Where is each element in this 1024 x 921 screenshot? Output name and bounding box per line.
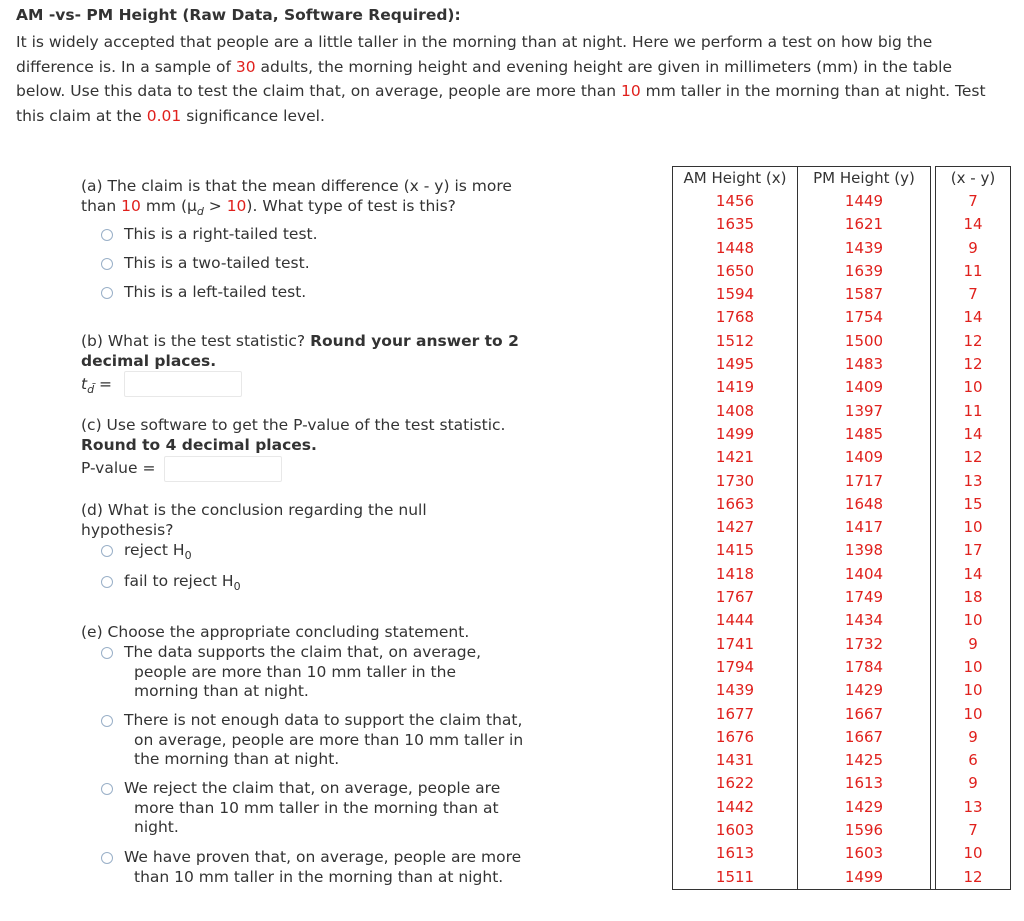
table-row — [673, 516, 1011, 539]
pm-height-cell: 1397 — [798, 400, 931, 423]
am-height-cell: 1427 — [673, 516, 798, 539]
question-a-text-4: ). What type of test is this? — [246, 196, 456, 215]
am-height-cell: 1622 — [673, 772, 798, 795]
am-height-cell: 1613 — [673, 842, 798, 865]
table-row — [673, 586, 1011, 609]
table-row — [673, 423, 1011, 446]
pm-height-cell: 1409 — [798, 446, 931, 469]
table-row — [673, 772, 1011, 795]
table-row — [673, 260, 1011, 283]
radio-button[interactable] — [101, 287, 113, 299]
question-a-value-1: 10 — [121, 196, 141, 215]
t-symbol: t — [81, 375, 88, 393]
am-height-cell: 1439 — [673, 679, 798, 702]
difference-cell: 13 — [936, 796, 1011, 819]
difference-cell: 12 — [936, 330, 1011, 353]
radio-button[interactable] — [101, 783, 113, 795]
am-height-cell: 1603 — [673, 819, 798, 842]
am-height-cell: 1418 — [673, 563, 798, 586]
h0-subscript: 0 — [233, 580, 241, 594]
table-row — [673, 633, 1011, 656]
pm-height-cell: 1499 — [798, 866, 931, 890]
am-height-cell: 1635 — [673, 213, 798, 236]
p-value-input[interactable] — [164, 456, 282, 482]
difference-cell: 12 — [936, 446, 1011, 469]
header-am-height: AM Height (x) — [673, 167, 798, 191]
pm-height-cell: 1667 — [798, 703, 931, 726]
table-row — [673, 796, 1011, 819]
question-c — [81, 416, 541, 455]
table-row — [673, 237, 1011, 260]
difference-cell: 14 — [936, 213, 1011, 236]
option-two-tailed[interactable] — [101, 254, 541, 274]
difference-cell: 14 — [936, 423, 1011, 446]
question-e: (e) Choose the appropriate concluding statement. — [81, 623, 470, 641]
option-left-tailed[interactable] — [101, 283, 541, 303]
pm-height-cell: 1749 — [798, 586, 931, 609]
question-a — [81, 177, 541, 221]
am-height-cell: 1512 — [673, 330, 798, 353]
am-height-cell: 1431 — [673, 749, 798, 772]
difference-cell: 10 — [936, 679, 1011, 702]
table-row — [673, 819, 1011, 842]
table-row — [673, 539, 1011, 562]
difference-cell: 9 — [936, 633, 1011, 656]
table-row — [673, 493, 1011, 516]
am-height-cell: 1676 — [673, 726, 798, 749]
difference-cell: 14 — [936, 563, 1011, 586]
am-height-cell: 1495 — [673, 353, 798, 376]
table-row — [673, 306, 1011, 329]
reject-text: reject H — [124, 541, 185, 559]
am-height-cell: 1730 — [673, 470, 798, 493]
option-label: This is a left-tailed test. — [124, 283, 307, 301]
question-a-text-2: mm (μ — [140, 196, 197, 215]
h0-subscript: 0 — [184, 549, 192, 563]
difference-cell: 17 — [936, 539, 1011, 562]
am-height-cell: 1741 — [673, 633, 798, 656]
difference-cell: 18 — [936, 586, 1011, 609]
am-height-cell: 1677 — [673, 703, 798, 726]
table-row — [673, 703, 1011, 726]
mu-subscript: d — [196, 204, 204, 218]
table-row — [673, 283, 1011, 306]
option-label: This is a right-tailed test. — [124, 225, 318, 243]
question-b — [81, 332, 541, 371]
difference-cell: 11 — [936, 260, 1011, 283]
intro-text-2: adults, the morning height and evening height are given in millimeters (mm) in the table below. Use this data to test the claim that, on average, people are more than — [16, 57, 952, 100]
intro-text-4: significance level. — [181, 106, 325, 125]
question-a-text-1: (a) The claim is that the mean difference (x - y) is more than — [81, 177, 512, 215]
am-height-cell: 1442 — [673, 796, 798, 819]
pm-height-cell: 1409 — [798, 376, 931, 399]
am-height-cell: 1511 — [673, 866, 798, 890]
header-pm-height: PM Height (y) — [798, 167, 931, 191]
difference-cell: 13 — [936, 470, 1011, 493]
am-height-cell: 1408 — [673, 400, 798, 423]
height-data-table — [672, 166, 1011, 890]
radio-button[interactable] — [101, 852, 113, 864]
option-right-tailed[interactable] — [101, 225, 541, 245]
am-height-cell: 1419 — [673, 376, 798, 399]
am-height-cell: 1768 — [673, 306, 798, 329]
am-height-cell: 1444 — [673, 609, 798, 632]
pm-height-cell: 1667 — [798, 726, 931, 749]
option-label — [124, 572, 541, 597]
difference-cell: 7 — [936, 190, 1011, 213]
table-row — [673, 749, 1011, 772]
table-row — [673, 679, 1011, 702]
radio-button[interactable] — [101, 576, 113, 588]
option-label — [124, 541, 541, 566]
pm-height-cell: 1613 — [798, 772, 931, 795]
difference-cell: 10 — [936, 703, 1011, 726]
pm-height-cell: 1429 — [798, 679, 931, 702]
pm-height-cell: 1732 — [798, 633, 931, 656]
am-height-cell: 1421 — [673, 446, 798, 469]
difference-cell: 7 — [936, 819, 1011, 842]
option-reject-h0[interactable] — [101, 541, 541, 566]
table-row — [673, 376, 1011, 399]
am-height-cell: 1448 — [673, 237, 798, 260]
option-label: There is not enough data to support the claim that, on average, people are more than 10 mm taller in the morning than at night. — [124, 711, 524, 768]
option-proven[interactable] — [101, 848, 526, 887]
pm-height-cell: 1398 — [798, 539, 931, 562]
pm-height-cell: 1500 — [798, 330, 931, 353]
pm-height-cell: 1429 — [798, 796, 931, 819]
radio-button[interactable] — [101, 715, 113, 727]
pm-height-cell: 1417 — [798, 516, 931, 539]
option-label: We reject the claim that, on average, people are more than 10 mm taller in the morning than at night. — [124, 779, 501, 836]
difference-cell: 9 — [936, 237, 1011, 260]
difference-cell: 10 — [936, 376, 1011, 399]
question-a-value-2: 10 — [226, 196, 247, 215]
table-row — [673, 842, 1011, 865]
pm-height-cell: 1784 — [798, 656, 931, 679]
table-row — [673, 353, 1011, 376]
radio-button[interactable] — [101, 258, 113, 270]
claim-difference: 10 — [620, 82, 641, 100]
difference-cell: 6 — [936, 749, 1011, 772]
table-row — [673, 190, 1011, 213]
table-row — [673, 726, 1011, 749]
table-row — [673, 656, 1011, 679]
test-statistic-input[interactable] — [124, 371, 242, 397]
pm-height-cell: 1425 — [798, 749, 931, 772]
test-statistic-label — [81, 375, 112, 396]
table-row — [673, 213, 1011, 236]
difference-cell: 9 — [936, 772, 1011, 795]
difference-cell: 10 — [936, 842, 1011, 865]
pm-height-cell: 1754 — [798, 306, 931, 329]
am-height-cell: 1794 — [673, 656, 798, 679]
pm-height-cell: 1434 — [798, 609, 931, 632]
question-c-instruction: Round to 4 decimal places. — [81, 435, 317, 454]
pm-height-cell: 1483 — [798, 353, 931, 376]
am-height-cell: 1499 — [673, 423, 798, 446]
sample-size: 30 — [235, 57, 256, 76]
question-b-instruction: Round your answer to 2 decimal places. — [81, 332, 519, 370]
option-data-supports[interactable] — [101, 643, 521, 702]
question-b-text: (b) What is the test statistic? — [81, 332, 311, 350]
intro-text-1: It is widely accepted that people are a little taller in the morning than at night. Here we perform a test on how big the difference is. In a sample of — [16, 33, 933, 76]
pm-height-cell: 1621 — [798, 213, 931, 236]
option-reject-claim[interactable] — [101, 779, 526, 838]
difference-cell: 7 — [936, 283, 1011, 306]
page-title: AM -vs- PM Height (Raw Data, Software Required): — [16, 6, 461, 24]
table-row — [673, 446, 1011, 469]
pm-height-cell: 1439 — [798, 237, 931, 260]
option-fail-to-reject-h0[interactable] — [101, 572, 541, 597]
am-height-cell: 1663 — [673, 493, 798, 516]
difference-cell: 10 — [936, 609, 1011, 632]
am-height-cell: 1767 — [673, 586, 798, 609]
question-d: (d) What is the conclusion regarding the null hypothesis? — [81, 501, 427, 539]
problem-intro — [16, 30, 1006, 128]
option-not-enough-data[interactable] — [101, 711, 526, 770]
fail-text: fail to reject H — [124, 572, 234, 590]
radio-button[interactable] — [101, 647, 113, 659]
pm-height-cell: 1596 — [798, 819, 931, 842]
intro-text-3: mm taller in the morning than at night. Test this claim at the — [16, 82, 986, 125]
pm-height-cell: 1648 — [798, 493, 931, 516]
pm-height-cell: 1603 — [798, 842, 931, 865]
table-row — [673, 609, 1011, 632]
radio-button[interactable] — [101, 229, 113, 241]
table-header-row — [673, 167, 1011, 191]
p-value-label: P-value = — [81, 459, 156, 477]
am-height-cell: 1415 — [673, 539, 798, 562]
pm-height-cell: 1639 — [798, 260, 931, 283]
difference-cell: 11 — [936, 400, 1011, 423]
difference-cell: 15 — [936, 493, 1011, 516]
difference-cell: 14 — [936, 306, 1011, 329]
pm-height-cell: 1717 — [798, 470, 931, 493]
difference-cell: 12 — [936, 866, 1011, 890]
am-height-cell: 1456 — [673, 190, 798, 213]
table-row — [673, 400, 1011, 423]
option-label: The data supports the claim that, on average, people are more than 10 mm taller in the morning than at night. — [124, 643, 482, 700]
pm-height-cell: 1587 — [798, 283, 931, 306]
difference-cell: 9 — [936, 726, 1011, 749]
difference-cell: 10 — [936, 656, 1011, 679]
question-c-text: (c) Use software to get the P-value of the test statistic. — [81, 416, 506, 434]
am-height-cell: 1594 — [673, 283, 798, 306]
pm-height-cell: 1485 — [798, 423, 931, 446]
option-label: This is a two-tailed test. — [124, 254, 310, 272]
table-row — [673, 563, 1011, 586]
table-row — [673, 866, 1011, 890]
pm-height-cell: 1404 — [798, 563, 931, 586]
t-subscript: d̄ — [87, 383, 95, 397]
table-row — [673, 330, 1011, 353]
header-difference: (x - y) — [936, 167, 1011, 191]
radio-button[interactable] — [101, 545, 113, 557]
difference-cell: 10 — [936, 516, 1011, 539]
question-a-text-3: > — [203, 196, 227, 215]
am-height-cell: 1650 — [673, 260, 798, 283]
equals-sign: = — [94, 375, 112, 393]
difference-cell: 12 — [936, 353, 1011, 376]
pm-height-cell: 1449 — [798, 190, 931, 213]
significance-level: 0.01 — [146, 106, 182, 125]
table-row — [673, 470, 1011, 493]
option-label: We have proven that, on average, people are more than 10 mm taller in the morning than at night. — [124, 848, 522, 886]
